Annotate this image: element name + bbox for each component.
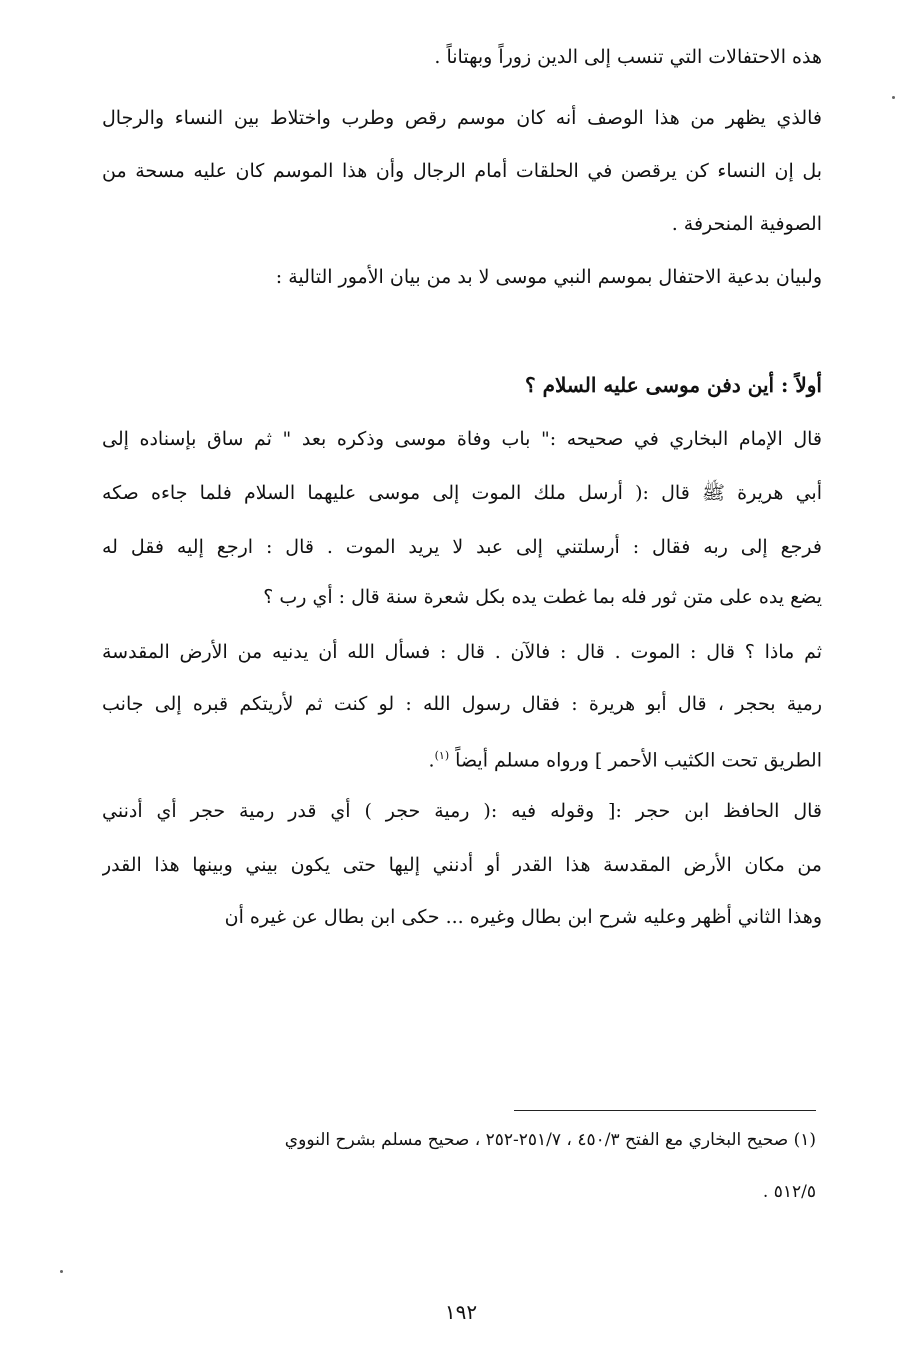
footnote-line-2: ٥١٢/٥ . (762, 1182, 816, 1202)
footnote-separator (514, 1110, 816, 1111)
section-line-3: فرجع إلى ربه فقال : أرسلتني إلى عبد لا يريد الموت . قال : ارجع إليه فقل له (102, 536, 822, 558)
section-line-8: قال الحافظ ابن حجر :[ وقوله فيه :( رمية حجر ) أي قدر رمية حجر أي أدنني (102, 800, 822, 822)
paragraph-line-2: فالذي يظهر من هذا الوصف أنه كان موسم رقص وطرب واختلاط بين النساء والرجال (102, 107, 822, 129)
paragraph-line-1: هذه الاحتفالات التي تنسب إلى الدين زوراً وبهتاناً . (434, 46, 822, 68)
section-line-4: يضع يده على متن ثور فله بما غطت يده بكل شعرة سنة قال : أي رب ؟ (263, 586, 822, 608)
scan-speck (60, 1270, 63, 1273)
paragraph-line-4: الصوفية المنحرفة . (671, 213, 822, 235)
scan-speck (892, 96, 895, 99)
paragraph-line-5: ولبيان بدعية الاحتفال بموسم النبي موسى لا بد من بيان الأمور التالية : (275, 266, 822, 288)
section-line-7: الطريق تحت الكثيب الأحمر ] ورواه مسلم أيضاً $^{(١)}$. (428, 749, 822, 772)
footnote-line-1: (١) صحيح البخاري مع الفتح ٤٥٠/٣ ، ٢٥١/٧-٢٥٢ ، صحيح مسلم بشرح النووي (284, 1130, 816, 1150)
footnote-reference: (١) (434, 749, 450, 762)
page-number: ١٩٢ (444, 1300, 478, 1324)
section-line-2: أبي هريرة ﷺ قال :( أرسل ملك الموت إلى موسى عليهما السلام فلما جاءه صكه (102, 482, 822, 504)
section-heading: أولاً : أين دفن موسى عليه السلام ؟ (525, 373, 822, 397)
section-line-1: قال الإمام البخاري في صحيحه :" باب وفاة موسى وذكره بعد " ثم ساق بإسناده إلى (102, 428, 822, 450)
section-line-9: من مكان الأرض المقدسة هذا القدر أو أدنني إليها حتى يكون بيني وبينها هذا القدر (102, 854, 822, 876)
paragraph-line-3: بل إن النساء كن يرقصن في الحلقات أمام الرجال وأن هذا الموسم كان عليه مسحة من (102, 160, 822, 182)
section-line-7-text: الطريق تحت الكثيب الأحمر ] ورواه مسلم أيضاً (455, 749, 822, 772)
section-line-6: رمية بحجر ، قال أبو هريرة : فقال رسول الله : لو كنت ثم لأريتكم قبره إلى جانب (102, 693, 822, 715)
section-line-5: ثم ماذا ؟ قال : الموت . قال : فالآن . قال : فسأل الله أن يدنيه من الأرض المقدسة (102, 641, 822, 663)
section-line-10: وهذا الثاني أظهر وعليه شرح ابن بطال وغيره ... حكى ابن بطال عن غيره أن (224, 906, 822, 928)
